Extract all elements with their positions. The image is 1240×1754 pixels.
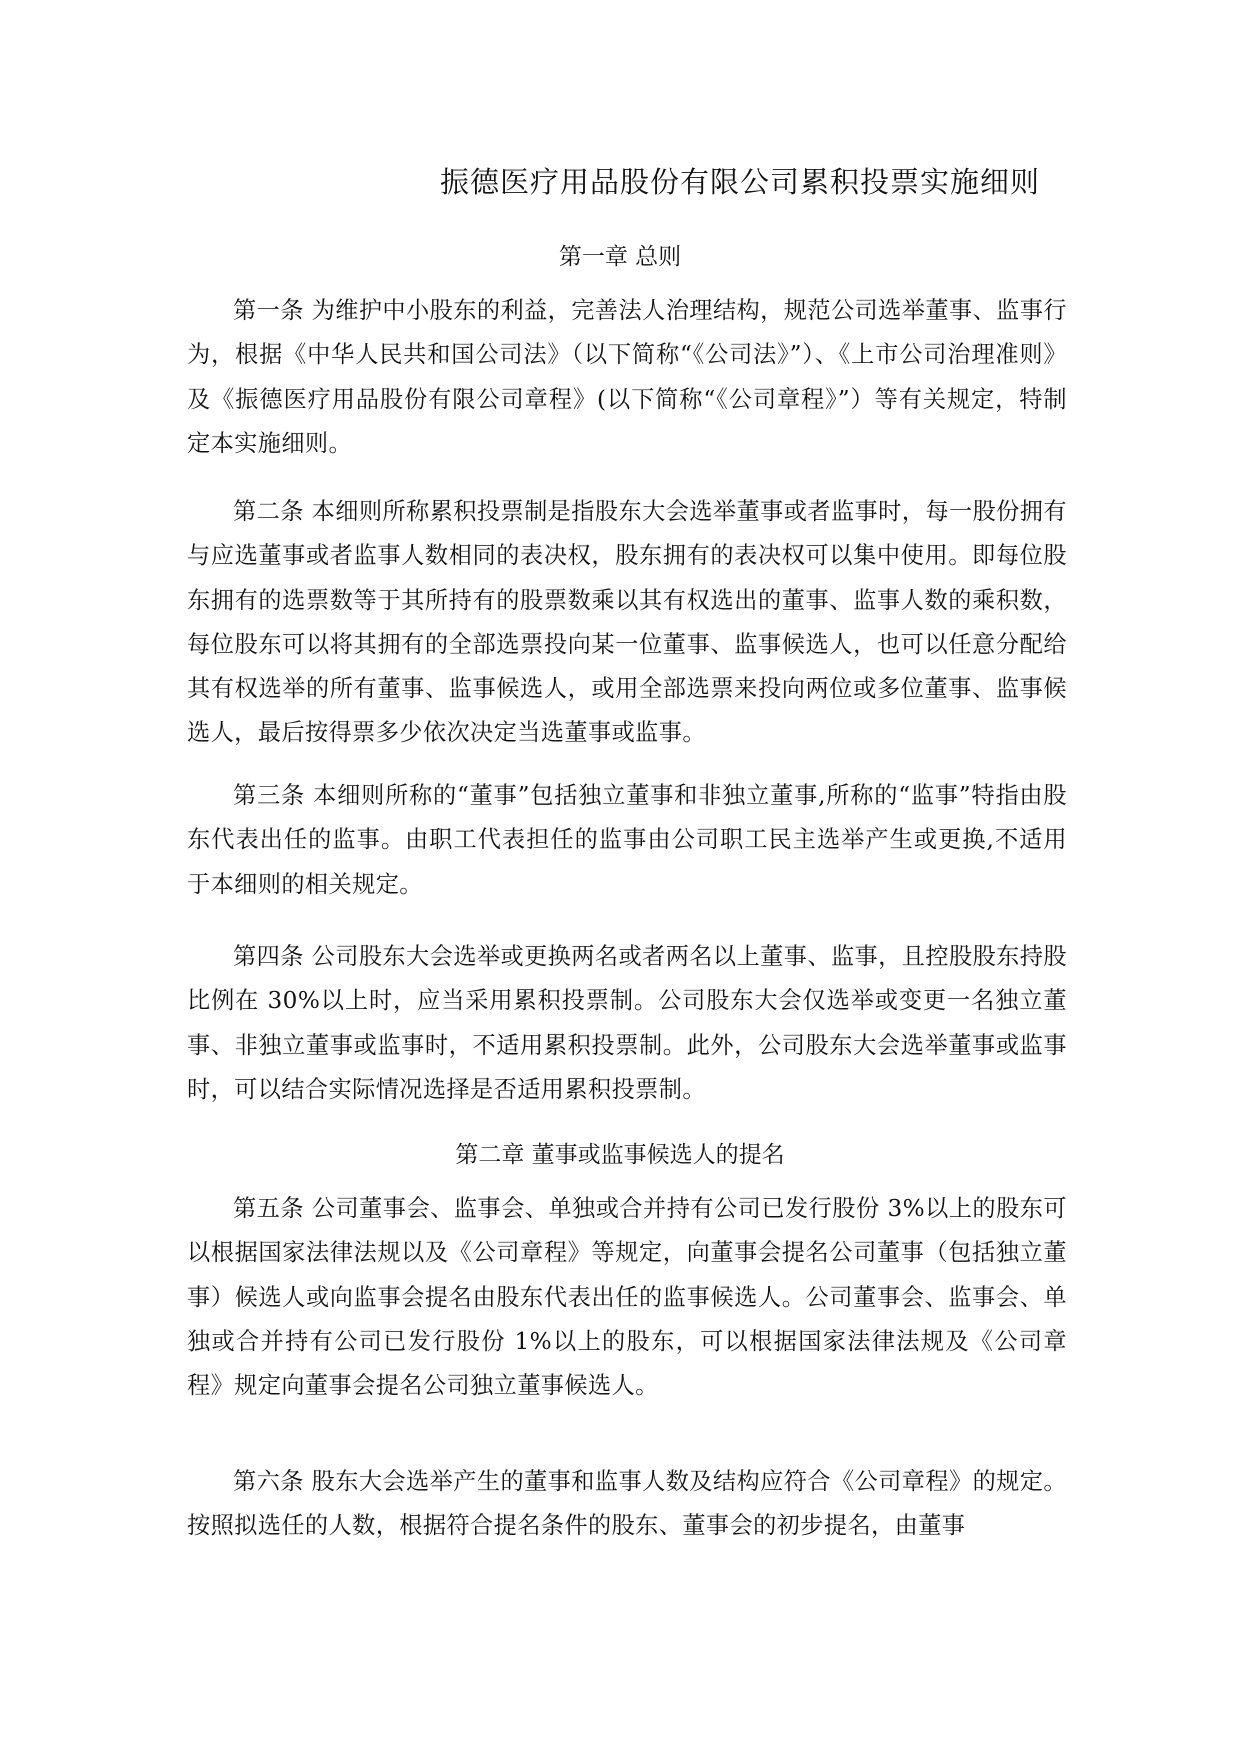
article-6: 第六条 股东大会选举产生的董事和监事人数及结构应符合《公司章程》的规定。按照拟选任的人数，根据符合提名条件的股东、董事会的初步提名，由董事 (187, 1468, 1067, 1540)
article-1: 第一条 为维护中小股东的利益，完善法人治理结构，规范公司选举董事、监事行为，根据《中华人民共和国公司法》（以下简称“《公司法》”）、《上市公司治理准则》及《振德医疗用品股份有限公司章程》(以下简称“《公司章程》”）等有关规定，特制定本实施细则。 (187, 297, 1067, 457)
article-2: 第二条 本细则所称累积投票制是指股东大会选举董事或者监事时，每一股份拥有与应选董事或者监事人数相同的表决权，股东拥有的表决权可以集中使用。即每位股东拥有的选票数等于其所持有的股票数乘以其有权选出的董事、监事人数的乘积数，每位股东可以将其拥有的全部选票投向某一位董事、监事候选人，也可以任意分配给其有权选举的所有董事、监事候选人，或用全部选票来投向两位或多位董事、监事候选人，最后按得票多少依次决定当选董事或监事。 (187, 498, 1067, 747)
article-4: 第四条 公司股东大会选举或更换两名或者两名以上董事、监事，且控股股东持股比例在 30%以上时，应当采用累积投票制。公司股东大会仅选举或变更一名独立董事、非独立董事或监事时，不适用累积投票制。此外，公司股东大会选举董事或监事时，可以结合实际情况选择是否适用累积投票制。 (187, 943, 1067, 1103)
chapter-1-heading: 第一章 总则 (558, 244, 682, 270)
article-3: 第三条 本细则所称的“董事”包括独立董事和非独立董事,所称的“监事”特指由股东代表出任的监事。由职工代表担任的监事由公司职工民主选举产生或更换,不适用于本细则的相关规定。 (187, 782, 1067, 898)
chapter-2-heading: 第二章 董事或监事候选人的提名 (455, 1142, 785, 1168)
document-title: 振德医疗用品股份有限公司累积投票实施细则 (440, 165, 1041, 199)
article-5: 第五条 公司董事会、监事会、单独或合并持有公司已发行股份 3%以上的股东可以根据国家法律法规以及《公司章程》等规定，向董事会提名公司董事（包括独立董事）候选人或向监事会提名由股东代表出任的监事候选人。公司董事会、监事会、单独或合并持有公司已发行股份 1%以上的股东，可以根据国家法律法规及《公司章程》规定向董事会提名公司独立董事候选人。 (187, 1195, 1067, 1400)
